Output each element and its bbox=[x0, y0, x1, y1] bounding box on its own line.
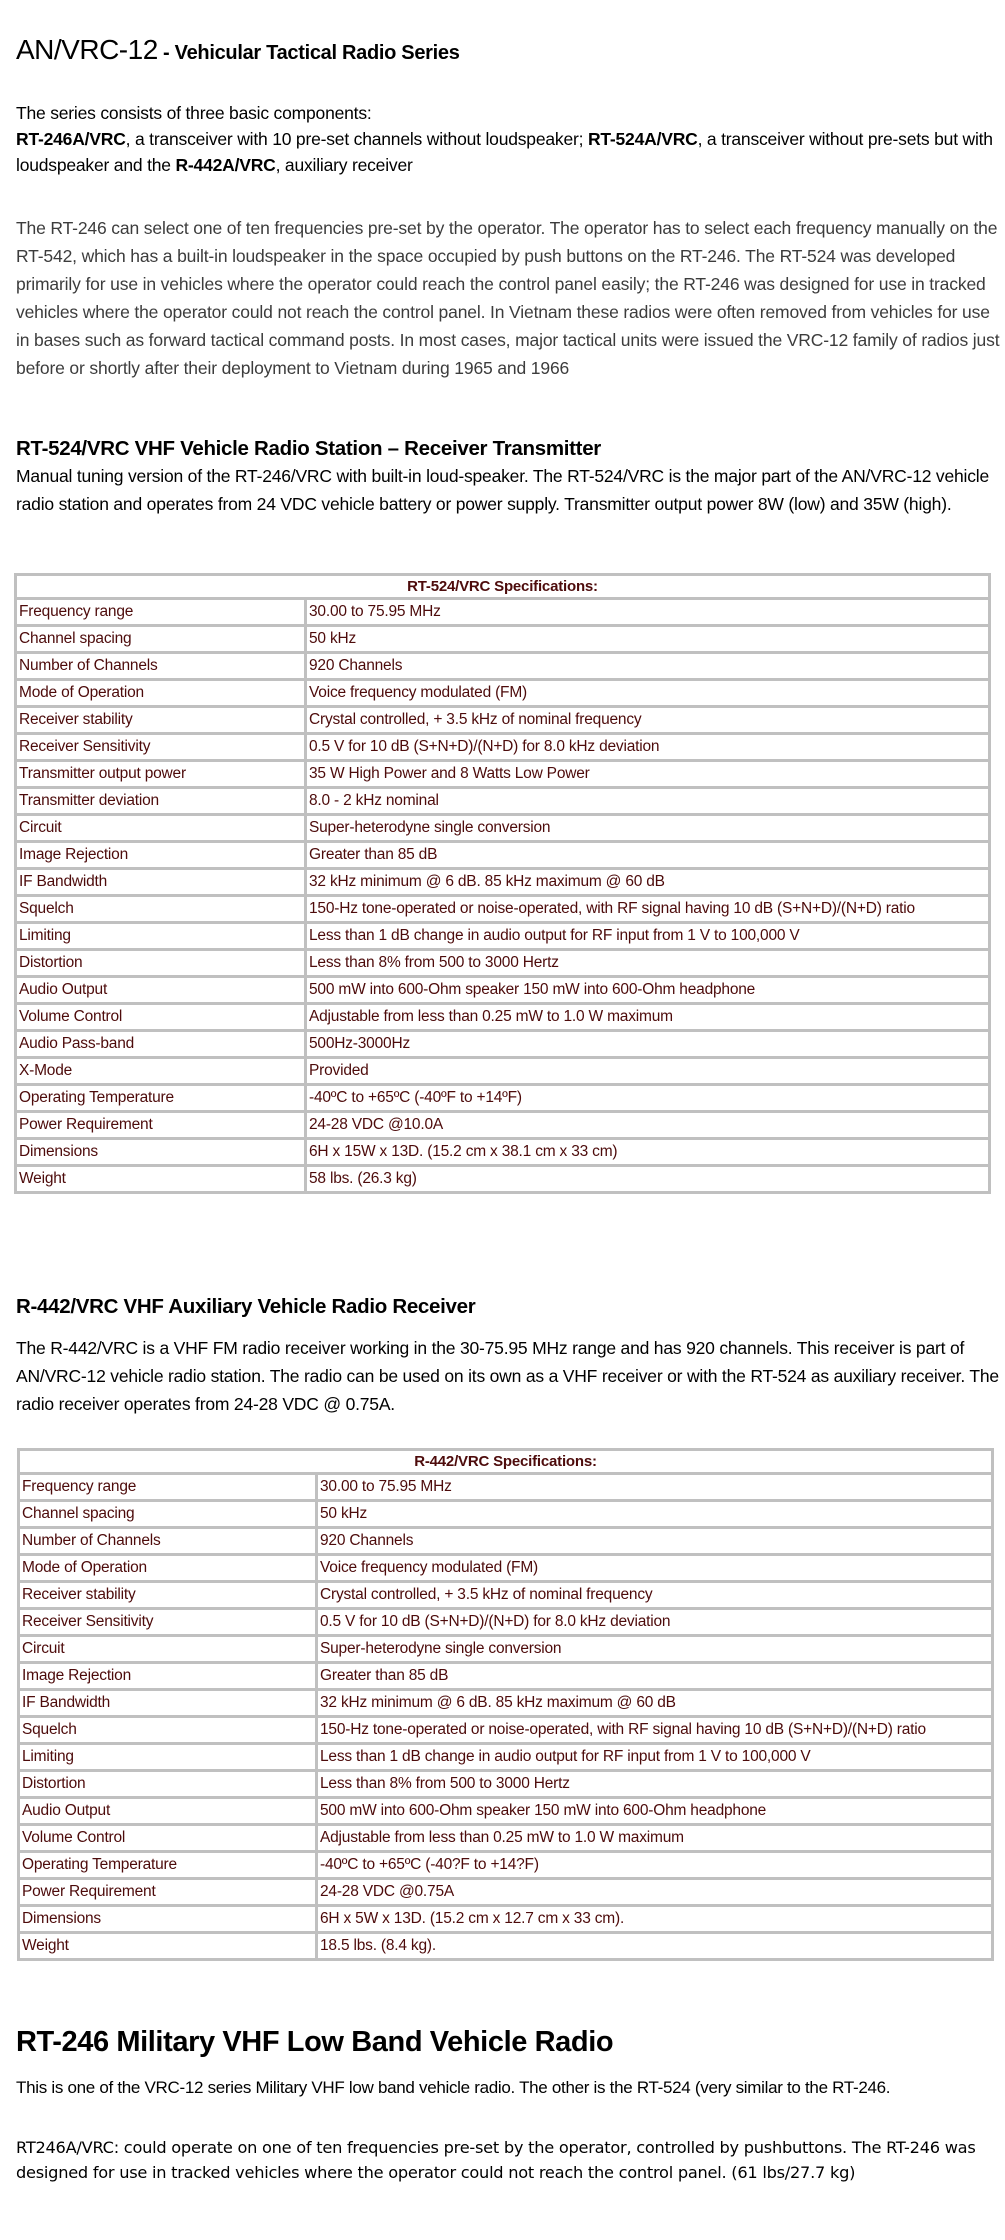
spec-value: -40ºC to +65ºC (-40ºF to +14ºF) bbox=[306, 1085, 990, 1112]
table-row bbox=[16, 1004, 990, 1031]
rt524-spec-rows bbox=[16, 599, 990, 1193]
spec-label: Squelch bbox=[16, 896, 306, 923]
rt524-spec-table bbox=[14, 573, 991, 1194]
rt246-paragraph-2: RT246A/VRC: could operate on one of ten frequencies pre-set by the operator, controlled by pushbuttons. The RT-246 was designed for use in tracked vehicles where the operator could not reach the control panel. (61 lbs/27.7 kg) bbox=[16, 2138, 976, 2182]
spec-label: Circuit bbox=[19, 1636, 317, 1663]
spec-label: Operating Temperature bbox=[19, 1852, 317, 1879]
title-subtitle: Vehicular Tactical Radio Series bbox=[174, 42, 460, 64]
table-row bbox=[19, 1663, 993, 1690]
spec-value: 150-Hz tone-operated or noise-operated, with RF signal having 10 dB (S+N+D)/(N+D) ratio bbox=[317, 1717, 993, 1744]
spec-label: Squelch bbox=[19, 1717, 317, 1744]
rt524-description: Manual tuning version of the RT-246/VRC with built-in loud-speaker. The RT-524/VRC is the major part of the AN/VRC-12 vehicle radio station and operates from 24 VDC vehicle battery or power supply. Transmitter output power 8W (low) and 35W (high). bbox=[16, 466, 989, 514]
title-separator: - bbox=[157, 42, 175, 64]
table-row bbox=[19, 1609, 993, 1636]
table-row bbox=[16, 869, 990, 896]
spec-value: 150-Hz tone-operated or noise-operated, with RF signal having 10 dB (S+N+D)/(N+D) ratio bbox=[306, 896, 990, 923]
spec-value: Less than 8% from 500 to 3000 Hertz bbox=[306, 950, 990, 977]
spec-value: Provided bbox=[306, 1058, 990, 1085]
component-desc: , a transceiver with 10 pre-set channels without loudspeaker; bbox=[125, 129, 588, 149]
table-row bbox=[19, 1798, 993, 1825]
spec-value: 24-28 VDC @0.75A bbox=[317, 1879, 993, 1906]
table-row bbox=[19, 1906, 993, 1933]
table-row bbox=[19, 1690, 993, 1717]
table-caption: R-442/VRC Specifications: bbox=[19, 1450, 993, 1474]
spec-value: Less than 8% from 500 to 3000 Hertz bbox=[317, 1771, 993, 1798]
table-row bbox=[16, 1058, 990, 1085]
spec-label: Power Requirement bbox=[19, 1879, 317, 1906]
spec-label: Limiting bbox=[19, 1744, 317, 1771]
spec-label: Receiver stability bbox=[16, 707, 306, 734]
table-row bbox=[16, 1139, 990, 1166]
table-row bbox=[16, 1112, 990, 1139]
spec-value: 500 mW into 600-Ohm speaker 150 mW into 600-Ohm headphone bbox=[317, 1798, 993, 1825]
rt246-heading: RT-246 Military VHF Low Band Vehicle Radio bbox=[16, 2026, 614, 2058]
spec-label: Transmitter output power bbox=[16, 761, 306, 788]
spec-value: 35 W High Power and 8 Watts Low Power bbox=[306, 761, 990, 788]
spec-value: Less than 1 dB change in audio output for RF input from 1 V to 100,000 V bbox=[317, 1744, 993, 1771]
component-name: RT-524A/VRC bbox=[587, 129, 698, 149]
spec-label: Receiver Sensitivity bbox=[16, 734, 306, 761]
table-row bbox=[16, 1085, 990, 1112]
r442-spec-table bbox=[17, 1448, 994, 1961]
spec-value: Adjustable from less than 0.25 mW to 1.0 W maximum bbox=[306, 1004, 990, 1031]
spec-value: 6H x 15W x 13D. (15.2 cm x 38.1 cm x 33 cm) bbox=[306, 1139, 990, 1166]
spec-label: Operating Temperature bbox=[16, 1085, 306, 1112]
spec-label: Channel spacing bbox=[16, 626, 306, 653]
history-paragraph: The RT-246 can select one of ten frequencies pre-set by the operator. The operator has to select each frequency manually on the RT-542, which has a built-in loudspeaker in the space occupied by push buttons on the RT-246. The RT-524 was developed primarily for use in vehicles where the operator could reach the control panel easily; the RT-246 was designed for use in tracked vehicles where the operator could not reach the control panel. In Vietnam these radios were often removed from vehicles for use in bases such as forward tactical command posts. In most cases, major tactical units were issued the VRC-12 family of radios just before or shortly after their deployment to Vietnam during 1965 and 1966 bbox=[16, 218, 1000, 378]
table-row bbox=[19, 1933, 993, 1960]
spec-label: Dimensions bbox=[16, 1139, 306, 1166]
spec-value: 920 Channels bbox=[306, 653, 990, 680]
spec-label: Image Rejection bbox=[19, 1663, 317, 1690]
r442-spec-rows bbox=[19, 1474, 993, 1960]
table-row bbox=[16, 788, 990, 815]
table-row bbox=[19, 1582, 993, 1609]
table-row bbox=[19, 1771, 993, 1798]
spec-value: Super-heterodyne single conversion bbox=[306, 815, 990, 842]
rt246-paragraph-1: This is one of the VRC-12 series Military VHF low band vehicle radio. The other is the RT-524 (very similar to the RT-246. bbox=[16, 2078, 891, 2097]
spec-value: Voice frequency modulated (FM) bbox=[306, 680, 990, 707]
table-row bbox=[19, 1825, 993, 1852]
spec-value: 30.00 to 75.95 MHz bbox=[317, 1474, 993, 1501]
spec-label: IF Bandwidth bbox=[16, 869, 306, 896]
table-row bbox=[16, 734, 990, 761]
spec-value: 0.5 V for 10 dB (S+N+D)/(N+D) for 8.0 kHz deviation bbox=[317, 1609, 993, 1636]
table-row bbox=[19, 1555, 993, 1582]
table-row bbox=[16, 1031, 990, 1058]
component-name: R-442A/VRC bbox=[175, 155, 276, 175]
spec-label: Dimensions bbox=[19, 1906, 317, 1933]
table-row bbox=[16, 950, 990, 977]
table-row bbox=[16, 815, 990, 842]
table-row bbox=[19, 1636, 993, 1663]
table-caption-row bbox=[19, 1450, 993, 1474]
page-title bbox=[16, 33, 460, 70]
spec-value: 8.0 - 2 kHz nominal bbox=[306, 788, 990, 815]
spec-label: Volume Control bbox=[19, 1825, 317, 1852]
spec-label: Transmitter deviation bbox=[16, 788, 306, 815]
spec-value: 32 kHz minimum @ 6 dB. 85 kHz maximum @ 60 dB bbox=[317, 1690, 993, 1717]
table-row bbox=[19, 1744, 993, 1771]
table-row bbox=[16, 923, 990, 950]
table-row bbox=[16, 653, 990, 680]
spec-value: Super-heterodyne single conversion bbox=[317, 1636, 993, 1663]
spec-label: Receiver Sensitivity bbox=[19, 1609, 317, 1636]
table-row bbox=[19, 1879, 993, 1906]
spec-value: 50 kHz bbox=[306, 626, 990, 653]
table-row bbox=[16, 842, 990, 869]
spec-label: Power Requirement bbox=[16, 1112, 306, 1139]
table-row bbox=[16, 977, 990, 1004]
spec-label: Weight bbox=[16, 1166, 306, 1193]
component-desc: , auxiliary receiver bbox=[275, 155, 413, 175]
spec-value: 32 kHz minimum @ 6 dB. 85 kHz maximum @ 60 dB bbox=[306, 869, 990, 896]
table-row bbox=[19, 1501, 993, 1528]
table-row bbox=[16, 599, 990, 626]
spec-value: Crystal controlled, + 3.5 kHz of nominal frequency bbox=[317, 1582, 993, 1609]
spec-label: Mode of Operation bbox=[19, 1555, 317, 1582]
component-name: RT-246A/VRC bbox=[16, 129, 126, 149]
spec-label: Audio Output bbox=[16, 977, 306, 1004]
r442-description: The R-442/VRC is a VHF FM radio receiver working in the 30-75.95 MHz range and has 920 channels. This receiver is part of AN/VRC-12 vehicle radio station. The radio can be used on its own as a VHF receiver or with the RT-524 as auxiliary receiver. The radio receiver operates from 24-28 VDC @ 0.75A. bbox=[16, 1338, 999, 1414]
spec-label: Distortion bbox=[16, 950, 306, 977]
spec-label: Circuit bbox=[16, 815, 306, 842]
spec-value: 18.5 lbs. (8.4 kg). bbox=[317, 1933, 993, 1960]
spec-value: Crystal controlled, + 3.5 kHz of nominal frequency bbox=[306, 707, 990, 734]
spec-label: IF Bandwidth bbox=[19, 1690, 317, 1717]
spec-value: -40ºC to +65ºC (-40?F to +14?F) bbox=[317, 1852, 993, 1879]
spec-label: Mode of Operation bbox=[16, 680, 306, 707]
table-row bbox=[19, 1852, 993, 1879]
table-caption-row bbox=[16, 575, 990, 599]
spec-value: Greater than 85 dB bbox=[306, 842, 990, 869]
spec-label: Frequency range bbox=[16, 599, 306, 626]
spec-value: 500 mW into 600-Ohm speaker 150 mW into 600-Ohm headphone bbox=[306, 977, 990, 1004]
spec-value: Greater than 85 dB bbox=[317, 1663, 993, 1690]
spec-value: 920 Channels bbox=[317, 1528, 993, 1555]
spec-label: Distortion bbox=[19, 1771, 317, 1798]
spec-label: Number of Channels bbox=[16, 653, 306, 680]
spec-value: 6H x 5W x 13D. (15.2 cm x 12.7 cm x 33 cm). bbox=[317, 1906, 993, 1933]
spec-label: Number of Channels bbox=[19, 1528, 317, 1555]
spec-label: Volume Control bbox=[16, 1004, 306, 1031]
table-row bbox=[16, 707, 990, 734]
intro-line: The series consists of three basic components: bbox=[16, 103, 372, 123]
spec-value: 500Hz-3000Hz bbox=[306, 1031, 990, 1058]
spec-label: Receiver stability bbox=[19, 1582, 317, 1609]
spec-value: 50 kHz bbox=[317, 1501, 993, 1528]
table-row bbox=[19, 1474, 993, 1501]
spec-value: 58 lbs. (26.3 kg) bbox=[306, 1166, 990, 1193]
component-desc: , a transceiver without pre-sets but with loudspeaker and the bbox=[16, 129, 993, 175]
spec-label: Weight bbox=[19, 1933, 317, 1960]
intro-paragraph bbox=[16, 100, 996, 178]
table-row bbox=[16, 626, 990, 653]
spec-label: Audio Output bbox=[19, 1798, 317, 1825]
spec-label: Limiting bbox=[16, 923, 306, 950]
table-row bbox=[16, 1166, 990, 1193]
table-row bbox=[16, 761, 990, 788]
table-row bbox=[16, 680, 990, 707]
table-row bbox=[19, 1717, 993, 1744]
spec-value: Adjustable from less than 0.25 mW to 1.0 W maximum bbox=[317, 1825, 993, 1852]
spec-label: X-Mode bbox=[16, 1058, 306, 1085]
spec-label: Image Rejection bbox=[16, 842, 306, 869]
table-row bbox=[19, 1528, 993, 1555]
spec-value: Voice frequency modulated (FM) bbox=[317, 1555, 993, 1582]
spec-label: Frequency range bbox=[19, 1474, 317, 1501]
rt524-heading: RT-524/VRC VHF Vehicle Radio Station – Receiver Transmitter bbox=[16, 437, 601, 460]
components-list bbox=[16, 126, 996, 178]
spec-value: 24-28 VDC @10.0A bbox=[306, 1112, 990, 1139]
spec-label: Audio Pass-band bbox=[16, 1031, 306, 1058]
spec-value: Less than 1 dB change in audio output for RF input from 1 V to 100,000 V bbox=[306, 923, 990, 950]
table-caption: RT-524/VRC Specifications: bbox=[16, 575, 990, 599]
spec-value: 0.5 V for 10 dB (S+N+D)/(N+D) for 8.0 kHz deviation bbox=[306, 734, 990, 761]
spec-value: 30.00 to 75.95 MHz bbox=[306, 599, 990, 626]
title-main: AN/VRC-12 bbox=[16, 34, 158, 65]
r442-heading: R-442/VRC VHF Auxiliary Vehicle Radio Receiver bbox=[16, 1295, 476, 1318]
table-row bbox=[16, 896, 990, 923]
spec-label: Channel spacing bbox=[19, 1501, 317, 1528]
